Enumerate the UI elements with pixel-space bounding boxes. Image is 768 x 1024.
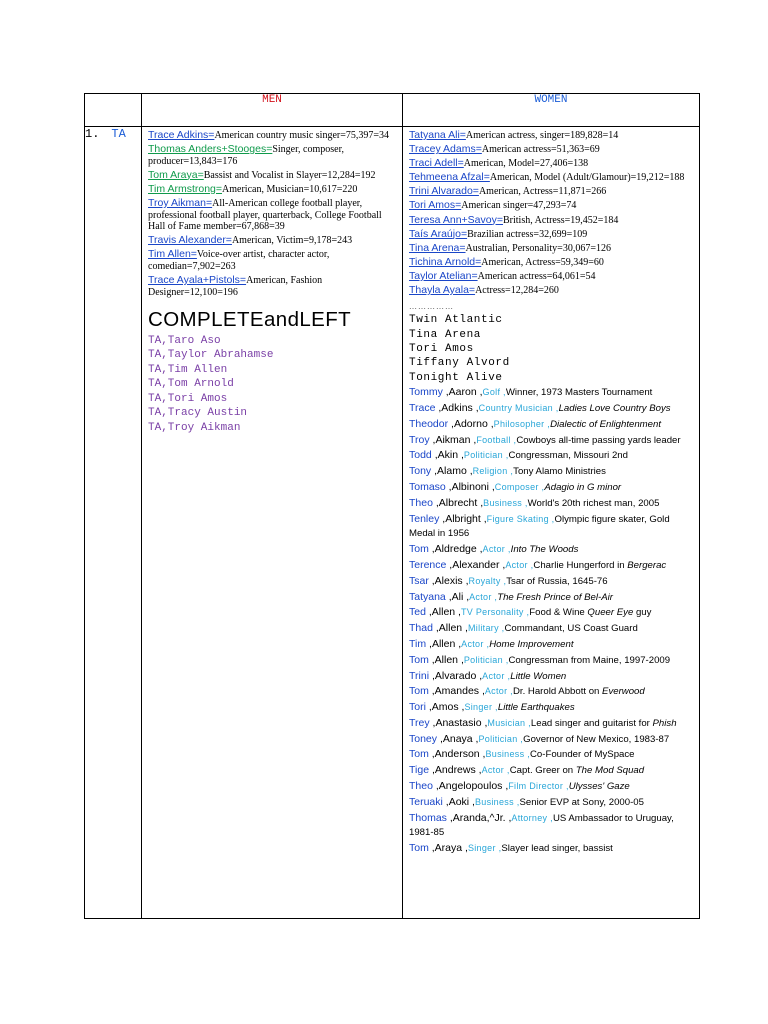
record-last-name: ,Aoki , (442, 795, 475, 808)
record-category: Military , (467, 623, 505, 634)
record-description: Lead singer and guitarist for (530, 717, 653, 729)
record-last-name: ,Amos , (425, 701, 465, 714)
record-first-name: Theo (409, 496, 433, 509)
record-item (409, 637, 695, 653)
women-description: American actress, singer=189,828=14 (465, 130, 619, 141)
women-entry (409, 271, 695, 283)
men-entry (148, 170, 398, 182)
women-entry (409, 243, 695, 255)
record-last-name: ,Allen , (432, 622, 468, 635)
record-category: Politician , (478, 733, 524, 744)
record-item (409, 480, 695, 496)
record-first-name: Tom (409, 748, 429, 761)
record-category: Philosopher , (493, 418, 551, 429)
record-last-name: ,Albinoni , (445, 480, 495, 493)
record-category: Business , (485, 749, 530, 760)
record-category: Business , (474, 796, 520, 807)
record-category: TV Personality , (460, 607, 530, 618)
record-description: Tony Alamo Ministries (513, 466, 606, 478)
record-item (409, 811, 695, 842)
record-description: Olympic figure skater, Gold Medal in 1956 (409, 513, 670, 540)
men-description: All-American college football player, professional football player, quarterback, College Football Hall of Fame member=67,868=39 (148, 197, 382, 233)
women-name-link[interactable]: Tehmeena Afzal= (409, 171, 490, 184)
women-name-link[interactable]: Taylor Atelian= (409, 269, 478, 282)
record-description: Home Improvement (489, 638, 574, 650)
record-item (409, 653, 695, 669)
record-category: Singer , (467, 843, 502, 854)
record-first-name: Tom (409, 543, 429, 556)
record-item (409, 448, 695, 464)
women-description: American actress=51,363=69 (481, 144, 600, 156)
record-item (409, 590, 695, 606)
record-first-name: Tsar (409, 574, 429, 587)
record-last-name: ,Aldredge , (428, 543, 483, 556)
record-last-name: ,Andrews , (429, 764, 482, 777)
band-item: Tiffany Alvord (409, 357, 510, 370)
women-header: WOMEN (403, 94, 700, 127)
record-description: Everwood (602, 686, 645, 698)
record-item (409, 732, 695, 748)
men-entry (148, 275, 398, 298)
ellipsis: …………… (409, 302, 454, 312)
women-name-link[interactable]: Taís Araújo= (409, 227, 468, 240)
ta-list-item: TA,Tom Arnold (148, 378, 234, 391)
women-description: Brazilian actress=32,699=109 (467, 228, 588, 240)
women-name-link[interactable]: Teresa Ann+Savoy= (409, 213, 503, 226)
men-description: American, Fashion Designer=12,100=196 (148, 275, 323, 298)
record-last-name: ,Alamo , (431, 465, 473, 478)
extra-section (403, 299, 699, 857)
women-description: American singer=47,293=74 (461, 200, 577, 212)
men-description: American, Musician=10,617=220 (222, 183, 358, 195)
record-first-name: Tom (409, 685, 429, 698)
record-first-name: Troy (409, 433, 430, 446)
record-last-name: ,Allen , (426, 637, 462, 650)
record-category: Actor , (469, 591, 498, 602)
record-description: Dialectic of Enlightenment (550, 418, 661, 430)
women-entry (409, 158, 695, 170)
record-first-name: Tony (409, 465, 432, 478)
record-item (409, 401, 695, 417)
women-entry (409, 172, 695, 184)
complete-section (142, 301, 402, 436)
men-entry (148, 249, 398, 272)
record-category: Actor , (484, 686, 513, 697)
record-last-name: ,Aranda,^Jr. , (446, 811, 512, 824)
record-description: World's 20th richest man, 2005 (527, 497, 660, 509)
record-category: Musician , (487, 717, 531, 728)
men-description: Bassist and Vocalist in Slayer=12,284=192 (203, 169, 376, 181)
women-name-link[interactable]: Traci Adell= (409, 157, 464, 170)
record-description: Ladies Love Country Boys (558, 402, 671, 414)
men-name-link[interactable]: Tim Armstrong= (148, 182, 223, 195)
women-list (403, 127, 699, 297)
men-name-link[interactable]: Trace Ayala+Pistols= (148, 274, 247, 287)
complete-left-label: COMPLETEandLEFT (148, 307, 352, 331)
women-entry (409, 130, 695, 142)
record-first-name: Tim (409, 637, 427, 650)
record-item (409, 779, 695, 795)
ta-list-item: TA,Taro Aso (148, 334, 221, 347)
record-description: guy (633, 607, 652, 619)
men-entry (148, 130, 398, 142)
record-first-name: Thomas (409, 811, 447, 824)
record-last-name: ,Aikman , (429, 433, 477, 446)
men-name-link[interactable]: Troy Aikman= (148, 196, 213, 209)
women-entry (409, 229, 695, 241)
ta-list (148, 334, 398, 436)
record-item (409, 542, 695, 558)
women-description: Actress=12,284=260 (475, 285, 559, 297)
men-entry (148, 184, 398, 196)
record-item (409, 417, 695, 433)
record-item (409, 684, 695, 700)
record-first-name: Todd (409, 449, 432, 462)
band-item: Tori Amos (409, 342, 474, 355)
record-first-name: Terence (409, 558, 447, 571)
women-name-link[interactable]: Tori Amos= (409, 199, 462, 212)
women-description: Australian, Personality=30,067=126 (465, 242, 611, 254)
record-last-name: ,Albright , (439, 512, 487, 525)
band-item: Twin Atlantic (409, 314, 503, 327)
men-name-link[interactable]: Thomas Anders+Stooges= (148, 143, 273, 156)
record-item (409, 558, 695, 574)
men-entry (148, 235, 398, 247)
men-name-link[interactable]: Trace Adkins= (148, 129, 215, 141)
record-item (409, 763, 695, 779)
record-item (409, 433, 695, 449)
record-description: Charlie Hungerford in (533, 559, 628, 571)
record-description: Ulysses' Gaze (568, 781, 630, 793)
women-cell (403, 127, 700, 919)
record-description: Congressman from Maine, 1997-2009 (508, 654, 671, 666)
band-item: Tonight Alive (409, 371, 503, 384)
record-item (409, 496, 695, 512)
record-description: The Mod Squad (575, 765, 645, 777)
record-description: Winner, 1973 Masters Tournament (505, 387, 653, 399)
women-description: British, Actress=19,452=184 (502, 214, 619, 226)
women-entry (409, 186, 695, 198)
record-first-name: Tom (409, 653, 429, 666)
women-name-link[interactable]: Trini Alvarado= (409, 185, 479, 198)
table-row (85, 127, 700, 919)
ta-list-item: TA,Tracy Austin (148, 407, 248, 420)
record-category: Religion , (472, 466, 514, 477)
record-category: Country Musician , (478, 402, 559, 413)
women-entry (409, 257, 695, 269)
record-description: Governor of New Mexico, 1983-87 (523, 733, 670, 745)
record-last-name: ,Alvarado , (429, 669, 483, 682)
record-description: Queer Eye (587, 607, 634, 619)
record-description: Congressman, Missouri 2nd (508, 450, 628, 462)
record-last-name: ,Akin , (431, 449, 464, 462)
record-last-name: ,Adorno , (448, 417, 494, 430)
record-first-name: Tommy (409, 386, 443, 399)
record-category: Figure Skating , (486, 513, 555, 524)
record-category: Actor , (461, 638, 490, 649)
record-last-name: ,Alexander , (446, 558, 506, 571)
women-name-link[interactable]: Tracey Adams= (409, 143, 482, 156)
women-name-link[interactable]: Thayla Ayala= (409, 284, 476, 297)
record-last-name: ,Alexis , (428, 574, 469, 587)
record-category: Football , (476, 434, 517, 445)
women-name-link[interactable]: Tichina Arnold= (409, 255, 482, 268)
record-description: US Ambassador to Uruguay, 1981-85 (409, 812, 674, 839)
record-category: Composer , (494, 481, 545, 492)
record-category: Royalty , (468, 575, 507, 586)
record-last-name: ,Anaya , (437, 732, 479, 745)
record-last-name: ,Adkins , (435, 401, 479, 414)
men-entry (148, 144, 398, 167)
record-description: Tsar of Russia, 1645-76 (506, 575, 608, 587)
record-first-name: Theodor (409, 417, 449, 430)
record-first-name: Trey (409, 716, 430, 729)
record-last-name: ,Amandes , (428, 685, 485, 698)
record-description: Bergerac (627, 559, 667, 571)
record-description: Little Women (510, 670, 567, 682)
record-first-name: Trace (409, 401, 436, 414)
men-description: American country music singer=75,397=34 (214, 130, 390, 141)
record-last-name: ,Araya , (428, 842, 468, 855)
men-description: Voice-over artist, character actor, comedian=7,902=263 (148, 249, 330, 272)
record-last-name: ,Anastasio , (429, 716, 488, 729)
record-category: Actor , (482, 670, 511, 681)
men-list (142, 127, 402, 298)
record-category: Film Director , (508, 781, 569, 792)
men-description: American, Victim=9,178=243 (231, 235, 353, 247)
band-item: Tina Arena (409, 328, 482, 341)
record-first-name: Teruaki (409, 795, 443, 808)
record-description: Dr. Harold Abbott on (512, 686, 603, 698)
record-item (409, 512, 695, 543)
women-entry (409, 215, 695, 227)
record-last-name: ,Albrecht , (432, 496, 484, 509)
record-first-name: Tatyana (409, 590, 446, 603)
record-item (409, 464, 695, 480)
header-index-cell (85, 94, 142, 127)
record-item (409, 716, 695, 732)
record-first-name: Tori (409, 701, 426, 714)
women-description: American, Model=27,406=138 (463, 158, 589, 170)
men-name-link[interactable]: Tim Allen= (148, 248, 197, 261)
record-first-name: Tenley (409, 512, 440, 525)
record-first-name: Tomaso (409, 480, 446, 493)
record-category: Actor , (481, 765, 510, 776)
men-entry (148, 198, 398, 233)
record-last-name: ,Allen , (425, 606, 461, 619)
record-item (409, 574, 695, 590)
record-description: Senior EVP at Sony, 2000-05 (519, 796, 644, 808)
men-header: MEN (142, 94, 403, 127)
record-first-name: Ted (409, 606, 426, 619)
record-description: Into The Woods (510, 544, 579, 556)
women-description: American, Actress=11,871=266 (478, 186, 607, 198)
record-last-name: ,Aaron , (442, 386, 483, 399)
women-description: American actress=64,061=54 (477, 270, 596, 282)
record-category: Singer , (464, 702, 498, 713)
ta-list-item: TA,Tori Amos (148, 392, 228, 405)
record-first-name: Tige (409, 764, 430, 777)
record-description: Commandant, US Coast Guard (504, 623, 638, 635)
names-table (84, 93, 700, 919)
men-description: Singer, composer, producer=13,843=176 (148, 144, 345, 167)
record-description: Capt. Greer on (509, 765, 576, 777)
record-category: Attorney , (511, 812, 553, 823)
record-first-name: Thad (409, 622, 433, 635)
women-description: American, Actress=59,349=60 (481, 256, 604, 268)
record-last-name: ,Anderson , (428, 748, 486, 761)
ta-list-item: TA,Troy Aikman (148, 421, 241, 434)
record-description: Little Earthquakes (497, 702, 575, 714)
record-category: Politician , (463, 654, 509, 665)
record-last-name: ,Ali , (445, 590, 470, 603)
record-last-name: ,Angelopoulos , (432, 780, 509, 793)
men-name-link[interactable]: Travis Alexander= (148, 234, 232, 247)
record-item (409, 385, 695, 401)
record-description: The Fresh Prince of Bel-Air (497, 591, 613, 603)
women-entry (409, 200, 695, 212)
record-category: Actor , (505, 559, 534, 570)
women-description: American, Model (Adult/Glamour)=19,212=188 (489, 172, 685, 184)
record-category: Golf , (482, 387, 506, 398)
records-list (409, 385, 695, 857)
record-item (409, 605, 695, 621)
record-item (409, 621, 695, 637)
record-description: Adagio in G minor (544, 481, 622, 493)
record-first-name: Trini (409, 669, 430, 682)
record-item (409, 700, 695, 716)
record-last-name: ,Allen , (428, 653, 464, 666)
record-description: Slayer lead singer, bassist (501, 843, 613, 855)
ta-list-item: TA,Taylor Abrahamse (148, 349, 274, 362)
record-item (409, 747, 695, 763)
ta-list-item: TA,Tim Allen (148, 363, 228, 376)
row-code: TA (111, 127, 126, 141)
record-description: Co-Founder of MySpace (530, 749, 635, 761)
record-category: Actor , (482, 544, 511, 555)
record-first-name: Toney (409, 732, 438, 745)
row-number: 1. (85, 127, 100, 141)
row-index-cell (85, 127, 142, 919)
record-description: Cowboys all-time passing yards leader (516, 434, 681, 446)
men-cell (142, 127, 403, 919)
record-item (409, 669, 695, 685)
women-name-link[interactable]: Tatyana Ali= (409, 129, 466, 141)
record-item (409, 841, 695, 857)
record-description: Phish (652, 717, 677, 729)
header-row (85, 94, 700, 127)
record-description: Food & Wine (529, 607, 588, 619)
women-entry (409, 144, 695, 156)
record-category: Business , (483, 497, 528, 508)
men-name-link[interactable]: Tom Araya= (148, 168, 204, 181)
record-first-name: Tom (409, 842, 429, 855)
record-item (409, 795, 695, 811)
women-name-link[interactable]: Tina Arena= (409, 241, 466, 254)
record-category: Politician , (463, 450, 509, 461)
bands-list (409, 313, 695, 385)
women-entry (409, 285, 695, 297)
record-first-name: Theo (409, 780, 433, 793)
